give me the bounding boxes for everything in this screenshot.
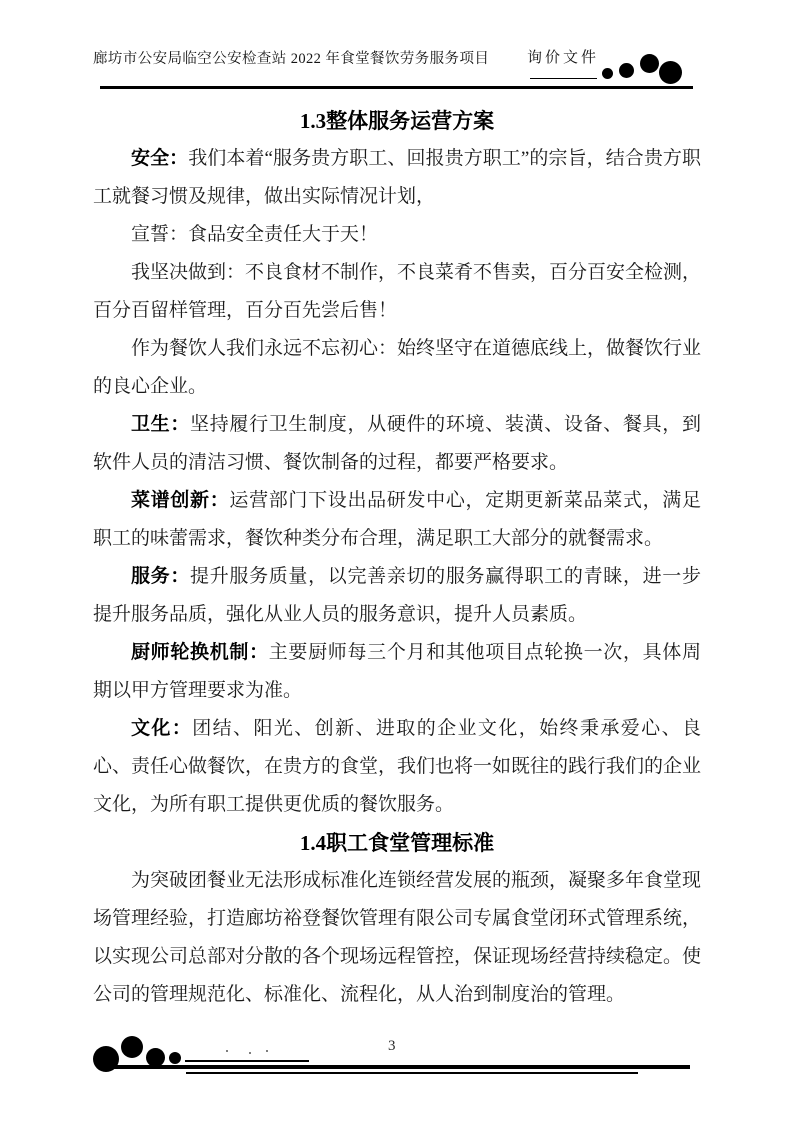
paragraph-lead: 安全： <box>131 148 189 169</box>
paragraph-text: 宣誓：食品安全责任大于天！ <box>131 224 379 245</box>
header-project-title: 廊坊市公安局临空公安检查站 2022 年食堂餐饮劳务服务项目 <box>93 51 490 67</box>
paragraph-lead: 卫生： <box>131 414 191 435</box>
section-heading-1-4: 1.4职工食堂管理标准 <box>299 831 495 855</box>
paragraph-lead: 厨师轮换机制： <box>131 642 269 663</box>
paragraph <box>93 330 701 406</box>
header-decorative-dot <box>619 63 634 78</box>
paragraph <box>93 140 701 216</box>
footer-decorative-dot <box>169 1052 181 1064</box>
paragraph-text: 运营部门下设出品研发中心，定期更新菜品菜式，满足职工的味蕾需求，餐饮种类分布合理，满足职工大部分的就餐需求。 <box>93 490 701 549</box>
paragraph <box>93 558 701 634</box>
paragraph-lead: 服务： <box>131 566 191 587</box>
paragraph-lead: 菜谱创新： <box>131 490 230 511</box>
paragraph-text: 我们本着“服务贵方职工、回报贵方职工”的宗旨，结合贵方职工就餐习惯及规律，做出实际情况计划， <box>93 148 701 207</box>
paragraph-text: 作为餐饮人我们永远不忘初心：始终坚守在道德底线上，做餐饮行业的良心企业。 <box>93 338 702 397</box>
footer-speck <box>226 1050 228 1052</box>
paragraph-text: 主要厨师每三个月和其他项目点轮换一次，具体周期以甲方管理要求为准。 <box>93 642 701 701</box>
paragraph-text: 为突破团餐业无法形成标准化连锁经营发展的瓶颈，凝聚多年食堂现场管理经验，打造廊坊裕登餐饮管理有限公司专属食堂闭环式管理系统，以实现公司总部对分散的各个现场远程管控，保证现场经营持续稳定。使公司的管理规范化、标准化、流程化，从人治到制度治的管理。 <box>93 870 702 1005</box>
footer-rule-thin <box>186 1072 638 1074</box>
footer-speck <box>266 1050 268 1052</box>
paragraph-lead: 文化： <box>131 718 193 739</box>
paragraph <box>93 216 701 254</box>
paragraph-text: 坚持履行卫生制度，从硬件的环境、装潢、设备、餐具，到软件人员的清洁习惯、餐饮制备的过程，都要严格要求。 <box>93 414 701 473</box>
header-doc-type-label: 询价文件 <box>527 50 600 66</box>
footer-underline <box>185 1060 309 1062</box>
paragraph <box>93 482 701 558</box>
footer-speck <box>249 1052 251 1054</box>
footer-rule-thick <box>100 1065 690 1069</box>
header-decorative-dot <box>659 61 682 84</box>
paragraph <box>93 254 701 330</box>
paragraph <box>93 634 701 710</box>
paragraph-text: 提升服务质量，以完善亲切的服务赢得职工的青睐，进一步提升服务品质，强化从业人员的服务意识，提升人员素质。 <box>93 566 701 625</box>
paragraph <box>93 862 701 1014</box>
paragraph-text: 我坚决做到：不良食材不制作，不良菜肴不售卖，百分百安全检测，百分百留样管理，百分百先尝后售！ <box>93 262 702 321</box>
header-decorative-dot <box>640 54 659 73</box>
header-decorative-dot <box>602 68 613 79</box>
header-rule <box>100 86 693 89</box>
paragraph-text: 团结、阳光、创新、进取的企业文化，始终秉承爱心、良心、责任心做餐饮，在贵方的食堂，我们也将一如既往的践行我们的企业文化，为所有职工提供更优质的餐饮服务。 <box>93 718 702 815</box>
document-body <box>93 102 701 1014</box>
footer-decorative-dot <box>121 1036 143 1058</box>
page-number: 3 <box>388 1038 396 1054</box>
paragraph <box>93 406 701 482</box>
header-doc-type-underline <box>530 78 597 79</box>
section-heading-1-3: 1.3整体服务运营方案 <box>299 109 495 133</box>
paragraph <box>93 710 701 824</box>
